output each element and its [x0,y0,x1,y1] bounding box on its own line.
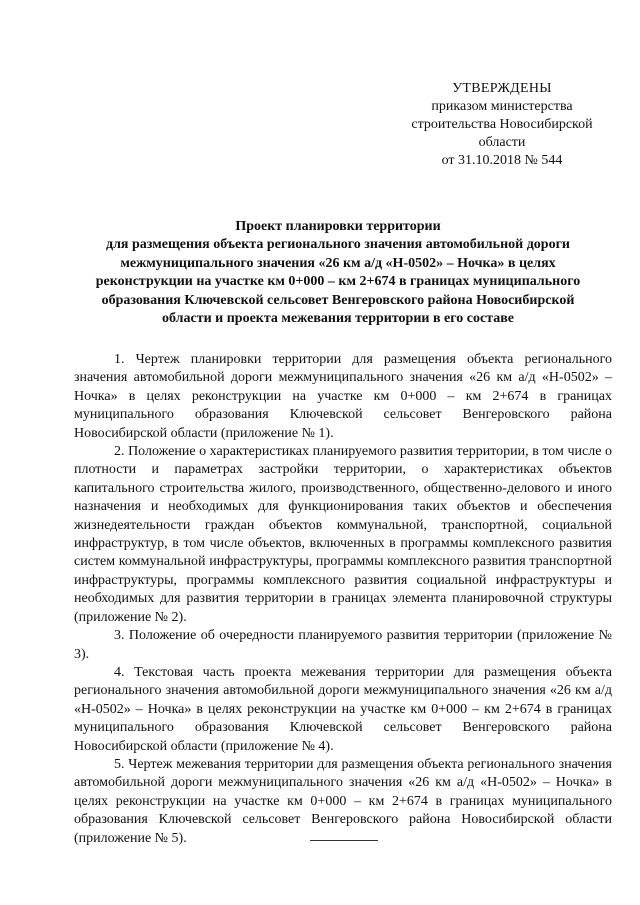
title-line: для размещения объекта регионального значения автомобильной дороги [106,237,570,253]
approval-line: области [478,135,526,150]
paragraph-5: 5. Чертеж межевания территории для размещения объекта регионального значения автомобильной дороги межмуниципального значения «26 км а/д «Н-0502» – Ночка» в целях реконструкции на участке км 0+000 – км 2+674 в границах муниципального образования Ключевской сельсовет Венгеровского района Новосибирской области (приложение № 5). [74,756,612,846]
paragraph-4: 4. Текстовая часть проекта межевания территории для размещения объекта регионального значения автомобильной дороги межмуниципального значения «26 км а/д «Н-0502» – Ночка» в целях реконструкции на участке км 0+000 – км 2+674 в границах муниципального образования Ключевской сельсовет Венгеровского района Новосибирской области (приложение № 4). [74,664,612,754]
approval-line: приказом министерства [431,99,573,114]
document-body [74,351,612,848]
title-line: реконструкции на участке км 0+000 – км 2+674 в границах муниципального [95,274,581,290]
approval-title: УТВЕРЖДЕНЫ [452,81,552,96]
paragraph-1: 1. Чертеж планировки территории для размещения объекта регионального значения автомобильной дороги межмуниципального значения «26 км а/д «Н-0502» – Ночка» в целях реконструкции на участке км 0+000 – км 2+674 в границах муниципального образования Ключевской сельсовет Венгеровского района Новосибирской области (приложение № 1). [74,352,612,441]
title-line: межмуниципального значения «26 км а/д «Н-0502» – Ночка» в целях [120,255,556,271]
paragraph-3: 3. Положение об очередности планируемого развития территории (приложение № 3). [74,628,612,662]
approval-stamp [402,80,602,170]
approval-line: строительства Новосибирской [411,117,593,132]
title-line: образования Ключевской сельсовет Венгеровского района Новосибирской [101,292,575,308]
title-line: Проект планировки территории [235,219,441,234]
end-divider [310,840,378,841]
document-title [66,218,610,328]
paragraph-2: 2. Положение о характеристиках планируемого развития территории, в том числе о плотности и параметрах застройки территории, о характеристиках объектов капитального строительства жилого, производственного, общественно-делового и иного назначения и необходимых для функционирования таких объектов и обеспечения жизнедеятельности граждан объектов коммунальной, транспортной, социальной инфраструктур, в том числе объектов, включенных в программы комплексного развития систем коммунальной инфраструктуры, программы комплексного развития транспортной инфраструктуры, программы комплексного развития социальной инфраструктуры и необходимых для развития территории в границах элемента планировочной структуры (приложение № 2). [74,444,612,625]
title-line: области и проекта межевания территории в его составе [162,311,514,327]
approval-date: от 31.10.2018 № 544 [441,153,563,168]
